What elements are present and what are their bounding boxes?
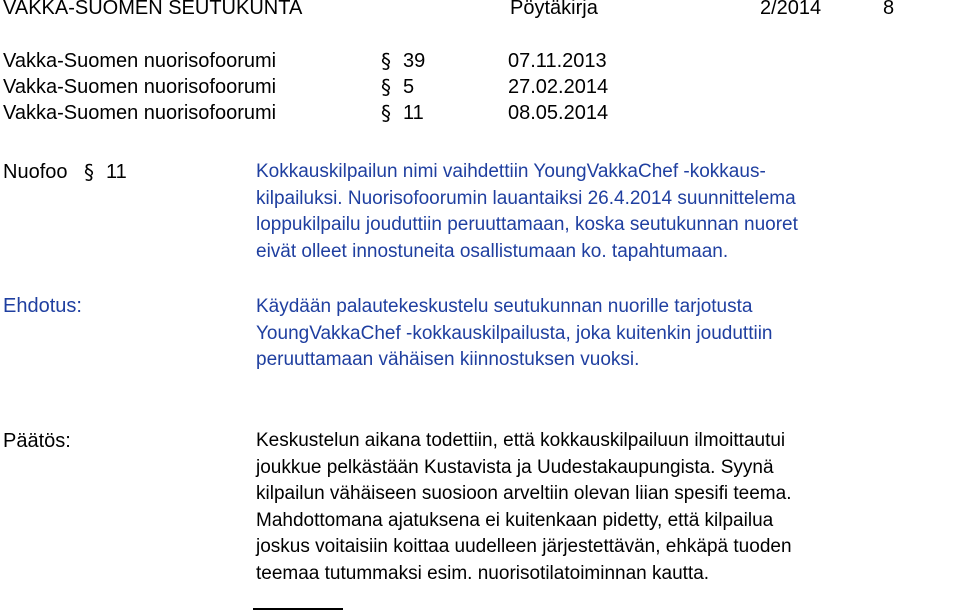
text-line: peruuttamaan vähäisen kiinnostuksen vuoksi.: [256, 349, 640, 370]
history-number: 11: [403, 102, 424, 124]
section-sign: §: [381, 75, 391, 99]
text-line: YoungVakkaChef -kokkauskilpailusta, joka kuitenkin jouduttiin: [256, 322, 773, 344]
history-number: 5: [403, 76, 415, 98]
history-date: 27.02.2014: [508, 76, 609, 98]
text-line: eivät olleet innostuneita osallistumaan ko. tapahtumaan.: [256, 240, 729, 262]
history-body: Vakka-Suomen nuorisofoorumi: [3, 50, 277, 72]
text-line: joukkue pelkästään Kustavista ja Uudestakaupungista. Syynä: [256, 456, 774, 478]
section-sign: §: [381, 101, 391, 125]
item-section-sign: §: [84, 160, 94, 184]
item-description: [256, 159, 956, 265]
history-date: 07.11.2013: [508, 50, 607, 72]
history-date: 08.05.2014: [508, 102, 609, 124]
text-line: Mahdottomana ajatuksena ei kuitenkaan pidetty, että kilpailua: [256, 509, 774, 531]
end-rule: [253, 608, 343, 610]
text-line: Käydään palautekeskustelu seutukunnan nuorille tarjotusta: [256, 296, 753, 317]
text-line: Keskustelun aikana todettiin, että kokkauskilpailuun ilmoittautui: [256, 430, 786, 451]
item-number: 11: [106, 161, 127, 183]
text-line: kilpailuksi. Nuorisofoorumin lauantaiksi 26.4.2014 suunnittelema: [256, 187, 796, 209]
history-number: 39: [403, 50, 426, 72]
text-line: Kokkauskilpailun nimi vaihdettiin YoungVakkaChef -kokkaus-: [256, 161, 766, 182]
proposal-text: [256, 294, 956, 374]
proposal-label: Ehdotus:: [3, 295, 82, 317]
item-label: Nuofoo: [3, 161, 68, 183]
history-body: Vakka-Suomen nuorisofoorumi: [3, 102, 277, 124]
document-type: Pöytäkirja: [510, 0, 598, 19]
text-line: joskus voitaisiin koittaa uudelleen järjestettävän, ehkäpä tuoden: [256, 536, 792, 557]
page-number: 8: [883, 0, 895, 19]
decision-text: [256, 428, 956, 587]
section-sign: §: [381, 49, 391, 73]
text-line: teemaa tutummaksi esim. nuorisotilatoiminnan kautta.: [256, 562, 710, 584]
text-line: kilpailun vähäiseen suosioon arveltiin olevan liian spesifi teema.: [256, 483, 792, 504]
text-line: loppukilpailu jouduttiin peruuttamaan, koska seutukunnan nuoret: [256, 214, 798, 235]
organization-name: VAKKA-SUOMEN SEUTUKUNTA: [3, 0, 303, 19]
history-body: Vakka-Suomen nuorisofoorumi: [3, 76, 277, 98]
document-number: 2/2014: [760, 0, 822, 19]
decision-label: Päätös:: [3, 430, 71, 452]
